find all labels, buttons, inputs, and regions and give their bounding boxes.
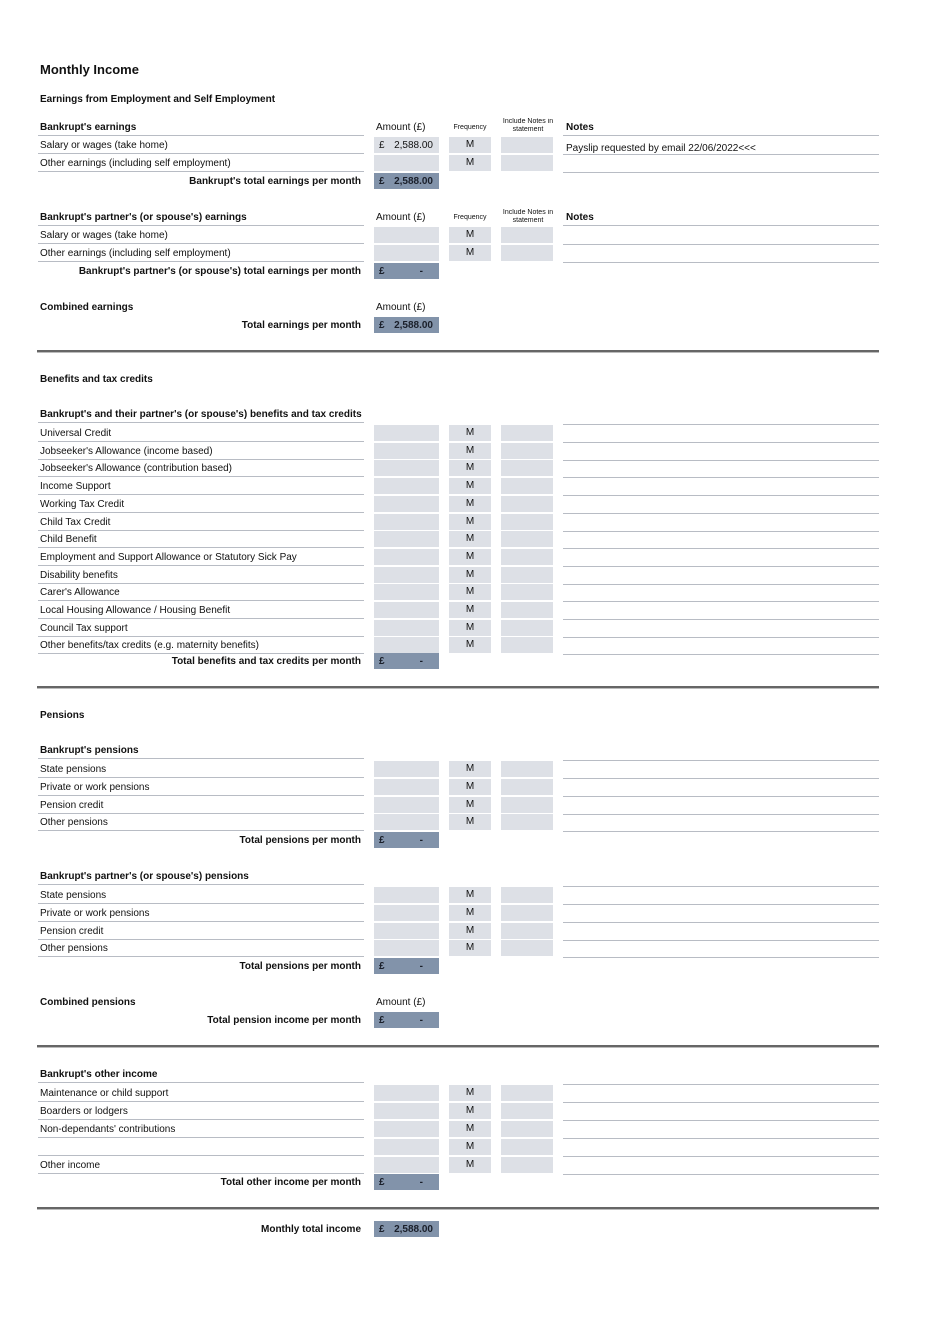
row-rule — [38, 636, 364, 637]
include-notes-field[interactable] — [501, 1085, 553, 1101]
row-rule — [38, 1173, 364, 1174]
frequency-field[interactable]: M — [449, 531, 491, 547]
include-notes-field[interactable] — [501, 1103, 553, 1119]
pension-row-label: Private or work pensions — [40, 781, 150, 793]
notes-rule — [563, 548, 879, 549]
include-notes-field[interactable] — [501, 460, 553, 476]
combined-pensions-total-label: Total pension income per month — [207, 1015, 361, 1026]
partner-earnings-heading: Bankrupt's partner's (or spouse's) earnings — [40, 212, 247, 223]
row-rule — [38, 1137, 364, 1138]
amount-field[interactable] — [374, 227, 439, 243]
row-rule — [38, 921, 364, 922]
amount-field[interactable] — [374, 1103, 439, 1119]
frequency-field[interactable]: M — [449, 1103, 491, 1119]
include-notes-field[interactable] — [501, 443, 553, 459]
benefits-total-label: Total benefits and tax credits per month — [171, 656, 361, 667]
row-rule — [38, 547, 364, 548]
frequency-field[interactable]: M — [449, 460, 491, 476]
total-value: 2,588.00 — [394, 1224, 433, 1235]
notes-column-header: Notes — [566, 212, 594, 223]
row-rule — [38, 565, 364, 566]
include-notes-field[interactable] — [501, 887, 553, 903]
include-notes-field[interactable] — [501, 905, 553, 921]
include-notes-field[interactable] — [501, 496, 553, 512]
amount-column-header: Amount (£) — [376, 122, 426, 133]
include-notes-column-header: Include Notes in statement — [502, 209, 554, 224]
amount-field[interactable] — [374, 905, 439, 921]
frequency-column-header: Frequency — [453, 124, 487, 131]
include-notes-field[interactable] — [501, 567, 553, 583]
amount-field[interactable] — [374, 531, 439, 547]
frequency-field[interactable]: M — [449, 567, 491, 583]
include-notes-field[interactable] — [501, 514, 553, 530]
include-notes-field[interactable] — [501, 779, 553, 795]
pound-sign: £ — [379, 961, 385, 972]
other-income-row-label: Non-dependants' contributions — [40, 1124, 176, 1135]
row-rule — [38, 600, 364, 601]
bankrupt-pensions-heading: Bankrupt's pensions — [40, 745, 139, 756]
frequency-field[interactable]: M — [449, 940, 491, 956]
benefit-row-label: Local Housing Allowance / Housing Benefit — [40, 605, 231, 616]
frequency-field[interactable]: M — [449, 1139, 491, 1155]
include-notes-field[interactable] — [501, 425, 553, 441]
notes-rule — [563, 495, 879, 496]
amount-field[interactable] — [374, 496, 439, 512]
pound-sign: £ — [379, 320, 385, 331]
amount-field[interactable] — [374, 245, 439, 261]
pension-row-label: Other pensions — [40, 817, 108, 829]
frequency-field[interactable]: M — [449, 761, 491, 777]
amount-field[interactable] — [374, 514, 439, 530]
amount-field[interactable] — [374, 567, 439, 583]
frequency-field[interactable]: M — [449, 245, 491, 261]
earnings-row-label: Other earnings (including self employment) — [40, 248, 231, 259]
benefit-row-label: Income Support — [40, 481, 111, 493]
row-rule — [38, 795, 364, 796]
include-notes-field[interactable] — [501, 1157, 553, 1173]
note-text[interactable]: Payslip requested by email 22/06/2022<<< — [566, 143, 756, 154]
notes-rule — [563, 957, 879, 958]
amount-field[interactable] — [374, 443, 439, 459]
row-rule — [38, 583, 364, 584]
notes-rule — [563, 513, 879, 514]
frequency-field[interactable]: M — [449, 923, 491, 939]
row-rule — [38, 1119, 364, 1120]
notes-rule — [563, 460, 879, 461]
include-notes-field[interactable] — [501, 155, 553, 171]
row-rule — [38, 830, 364, 831]
bankrupt-pensions-total-value — [374, 832, 439, 848]
row-rule — [38, 1155, 364, 1156]
total-value: - — [419, 961, 423, 972]
amount-field[interactable] — [374, 814, 439, 830]
row-rule — [38, 512, 364, 513]
frequency-field[interactable]: M — [449, 1121, 491, 1137]
partner-pensions-total-label: Total pensions per month — [239, 961, 361, 972]
notes-rule — [563, 477, 879, 478]
include-notes-field[interactable] — [501, 620, 553, 636]
include-notes-field[interactable] — [501, 137, 553, 153]
include-notes-field[interactable] — [501, 584, 553, 600]
include-notes-field[interactable] — [501, 761, 553, 777]
amount-column-header: Amount (£) — [376, 212, 426, 223]
frequency-field[interactable]: M — [449, 549, 491, 565]
amount-field[interactable] — [374, 425, 439, 441]
row-rule — [38, 956, 364, 957]
notes-rule — [563, 637, 879, 638]
frequency-field[interactable]: M — [449, 496, 491, 512]
row-rule — [38, 653, 364, 654]
combined-pensions-total-value — [374, 1012, 439, 1028]
frequency-field[interactable]: M — [449, 425, 491, 441]
bankrupt-pensions-total-label: Total pensions per month — [239, 835, 361, 846]
pound-sign: £ — [379, 656, 385, 667]
frequency-field[interactable]: M — [449, 905, 491, 921]
amount-field[interactable] — [374, 887, 439, 903]
notes-rule — [563, 442, 879, 443]
include-notes-field[interactable] — [501, 1121, 553, 1137]
pound-sign: £ — [379, 1177, 385, 1188]
partner-total-earnings-label: Bankrupt's partner's (or spouse's) total earnings per month — [78, 266, 361, 277]
include-notes-field[interactable] — [501, 602, 553, 618]
include-notes-column-header: Include Notes in statement — [502, 118, 554, 133]
other-income-heading: Bankrupt's other income — [40, 1069, 158, 1080]
benefit-row-label: Jobseeker's Allowance (contribution based) — [40, 463, 233, 475]
include-notes-field[interactable] — [501, 940, 553, 956]
amount-field[interactable] — [374, 602, 439, 618]
pension-row-label: Other pensions — [40, 943, 108, 955]
amount-field[interactable] — [374, 1139, 439, 1155]
benefit-row-label: Carer's Allowance — [40, 587, 120, 599]
other-income-row-label: Boarders or lodgers — [40, 1106, 128, 1117]
benefit-row-label: Working Tax Credit — [40, 498, 125, 510]
frequency-field[interactable]: M — [449, 814, 491, 830]
pension-row-label: State pensions — [40, 764, 107, 775]
partner-pensions-total-value — [374, 958, 439, 974]
benefits-section-heading: Benefits and tax credits — [40, 374, 153, 385]
amount-field[interactable] — [374, 155, 439, 171]
frequency-field[interactable]: M — [449, 155, 491, 171]
notes-column-header: Notes — [566, 122, 594, 133]
amount-value: 2,588.00 — [394, 140, 433, 151]
frequency-field[interactable]: M — [449, 584, 491, 600]
include-notes-field[interactable] — [501, 227, 553, 243]
pound-sign: £ — [379, 835, 385, 846]
row-rule — [38, 441, 364, 442]
partner-total-earnings-value — [374, 263, 439, 279]
frequency-field[interactable]: M — [449, 797, 491, 813]
total-value: - — [419, 266, 423, 277]
notes-rule — [563, 566, 879, 567]
benefit-row-label: Child Tax Credit — [40, 516, 111, 528]
frequency-column-header: Frequency — [453, 214, 487, 221]
partner-pensions-heading: Bankrupt's partner's (or spouse's) pensions — [40, 871, 249, 882]
notes-rule — [563, 531, 879, 532]
row-rule — [38, 494, 364, 495]
notes-rule — [563, 1120, 879, 1121]
amount-field[interactable] — [374, 797, 439, 813]
frequency-field[interactable]: M — [449, 137, 491, 153]
notes-rule — [563, 584, 879, 585]
section-divider — [37, 350, 879, 353]
benefit-row-label: Disability benefits — [40, 569, 118, 581]
notes-rule — [563, 922, 879, 923]
bankrupt-total-earnings-label: Bankrupt's total earnings per month — [189, 176, 361, 187]
frequency-field[interactable]: M — [449, 478, 491, 494]
include-notes-field[interactable] — [501, 797, 553, 813]
row-rule — [38, 1101, 364, 1102]
frequency-field[interactable]: M — [449, 602, 491, 618]
page-title: Monthly Income — [40, 62, 139, 77]
total-value: - — [419, 656, 423, 667]
benefit-row-label: Jobseeker's Allowance (income based) — [40, 445, 213, 457]
notes-rule — [563, 1174, 879, 1175]
amount-field[interactable] — [374, 779, 439, 795]
notes-rule — [563, 831, 879, 832]
other-income-total-value — [374, 1174, 439, 1190]
benefit-row-label: Child Benefit — [40, 534, 97, 546]
amount-field[interactable] — [374, 1121, 439, 1137]
benefits-heading: Bankrupt's and their partner's (or spouse's) benefits and tax credits — [40, 409, 362, 420]
benefit-row-label: Universal Credit — [40, 428, 112, 439]
row-rule — [38, 459, 364, 460]
pension-row-label: Pension credit — [40, 925, 104, 937]
notes-rule — [563, 1156, 879, 1157]
notes-rule — [563, 778, 879, 779]
notes-rule — [563, 619, 879, 620]
amount-field[interactable] — [374, 549, 439, 565]
include-notes-field[interactable] — [501, 478, 553, 494]
notes-rule — [563, 904, 879, 905]
pension-row-label: Pension credit — [40, 799, 104, 811]
pound-sign: £ — [379, 266, 385, 277]
frequency-field[interactable]: M — [449, 887, 491, 903]
include-notes-field[interactable] — [501, 1139, 553, 1155]
notes-rule — [563, 940, 879, 941]
amount-field[interactable] — [374, 137, 439, 153]
pound-sign: £ — [379, 1224, 385, 1235]
pensions-section-heading: Pensions — [40, 710, 85, 721]
amount-field[interactable] — [374, 460, 439, 476]
frequency-field[interactable]: M — [449, 443, 491, 459]
total-earnings-label: Total earnings per month — [241, 320, 361, 331]
other-income-total-label: Total other income per month — [220, 1177, 361, 1188]
row-rule — [38, 939, 364, 940]
row-rule — [38, 530, 364, 531]
amount-column-header: Amount (£) — [376, 302, 426, 313]
earnings-row-label: Salary or wages (take home) — [40, 230, 168, 241]
combined-pensions-heading: Combined pensions — [40, 997, 136, 1008]
row-rule — [38, 476, 364, 477]
pension-row-label: State pensions — [40, 890, 107, 901]
amount-field[interactable] — [374, 584, 439, 600]
bankrupt-earnings-heading: Bankrupt's earnings — [40, 122, 137, 133]
pound-sign: £ — [379, 176, 385, 187]
pound-sign: £ — [379, 140, 385, 151]
other-income-row-label: Other income — [40, 1160, 101, 1171]
benefit-row-label: Other benefits/tax credits (e.g. maternity benefits) — [40, 640, 259, 652]
frequency-field[interactable]: M — [449, 620, 491, 636]
total-earnings-value — [374, 317, 439, 333]
earnings-row-label: Salary or wages (take home) — [40, 140, 168, 151]
include-notes-field[interactable] — [501, 923, 553, 939]
benefit-row-label: Council Tax support — [40, 622, 128, 634]
frequency-field[interactable]: M — [449, 637, 491, 653]
benefit-row-label: Employment and Support Allowance or Statutory Sick Pay — [40, 551, 297, 563]
row-rule — [38, 813, 364, 814]
amount-field[interactable] — [374, 940, 439, 956]
employment-heading: Earnings from Employment and Self Employment — [40, 94, 276, 105]
pound-sign: £ — [379, 1015, 385, 1026]
monthly-total-income-label: Monthly total income — [261, 1224, 361, 1235]
amount-field[interactable] — [374, 478, 439, 494]
bankrupt-total-earnings-value — [374, 173, 439, 189]
amount-field[interactable] — [374, 637, 439, 653]
row-rule — [38, 903, 364, 904]
frequency-field[interactable]: M — [449, 1085, 491, 1101]
benefits-total-value — [374, 653, 439, 669]
amount-column-header: Amount (£) — [376, 997, 426, 1008]
amount-field[interactable] — [374, 1085, 439, 1101]
earnings-row-label: Other earnings (including self employment) — [40, 158, 231, 169]
amount-field[interactable] — [374, 761, 439, 777]
notes-rule — [563, 814, 879, 815]
frequency-field[interactable]: M — [449, 227, 491, 243]
total-value: - — [419, 1015, 423, 1026]
monthly-total-income-value — [374, 1221, 439, 1237]
frequency-field[interactable]: M — [449, 1157, 491, 1173]
include-notes-field[interactable] — [501, 637, 553, 653]
amount-field[interactable] — [374, 923, 439, 939]
include-notes-field[interactable] — [501, 814, 553, 830]
frequency-field[interactable]: M — [449, 779, 491, 795]
notes-rule — [563, 601, 879, 602]
notes-rule — [563, 654, 879, 655]
frequency-field[interactable]: M — [449, 514, 491, 530]
total-value: 2,588.00 — [394, 176, 433, 187]
section-divider — [37, 1207, 879, 1210]
row-rule — [38, 777, 364, 778]
include-notes-field[interactable] — [501, 245, 553, 261]
total-value: - — [419, 835, 423, 846]
include-notes-field[interactable] — [501, 531, 553, 547]
row-rule — [38, 618, 364, 619]
combined-earnings-heading: Combined earnings — [40, 302, 134, 313]
total-value: 2,588.00 — [394, 320, 433, 331]
amount-field[interactable] — [374, 620, 439, 636]
include-notes-field[interactable] — [501, 549, 553, 565]
section-divider — [37, 1045, 879, 1048]
notes-rule — [563, 1138, 879, 1139]
section-divider — [37, 686, 879, 689]
amount-field[interactable] — [374, 1157, 439, 1173]
pension-row-label: Private or work pensions — [40, 907, 150, 919]
notes-rule — [563, 796, 879, 797]
notes-rule — [563, 1102, 879, 1103]
other-income-row-label: Maintenance or child support — [40, 1088, 169, 1099]
total-value: - — [419, 1177, 423, 1188]
